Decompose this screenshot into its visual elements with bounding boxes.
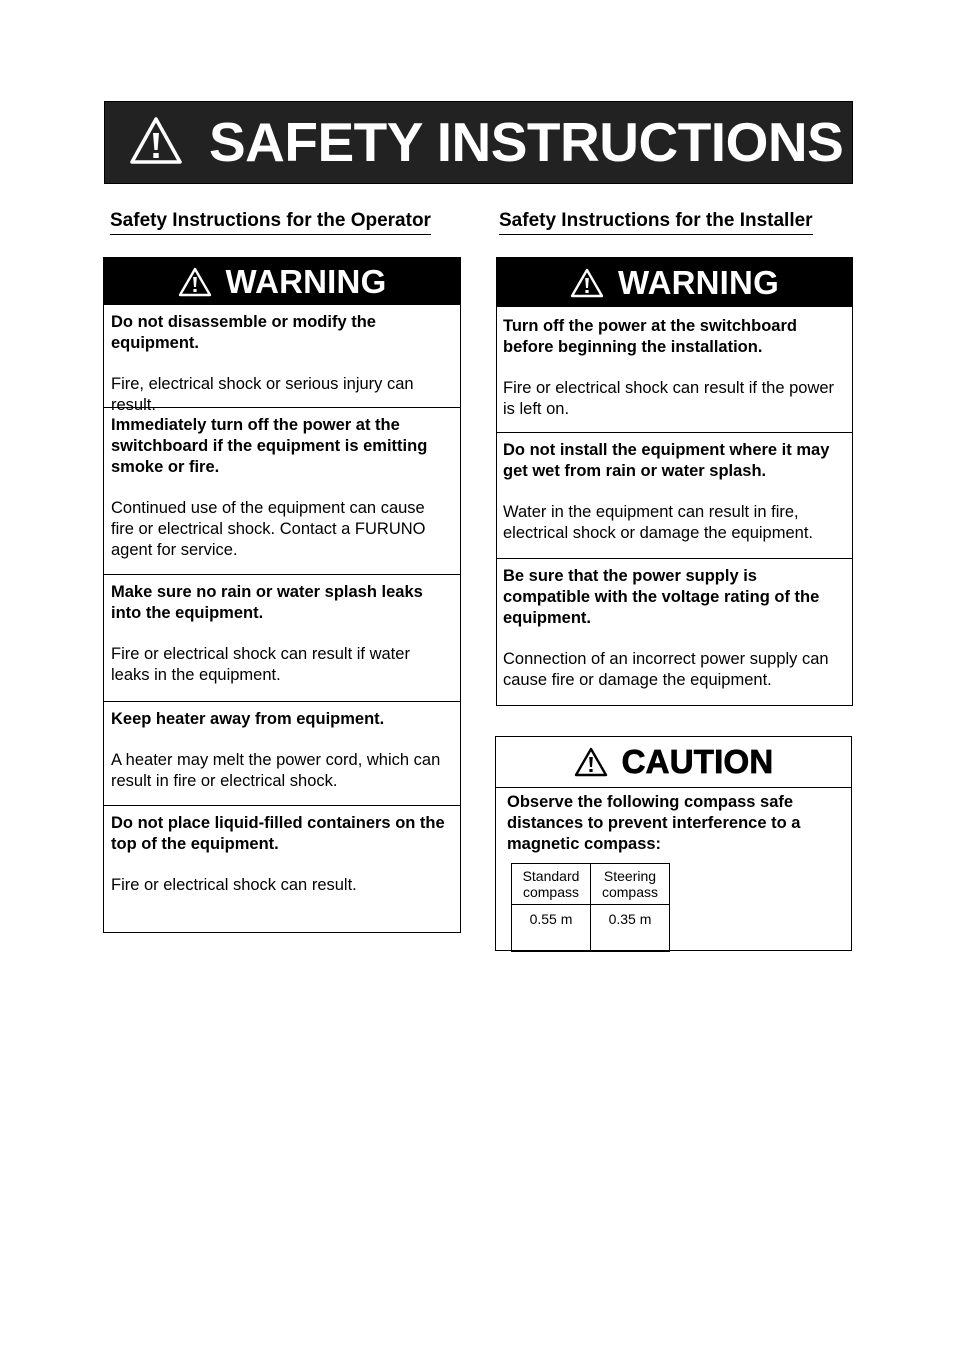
warning-label: WARNING [225, 262, 387, 300]
warning-item [497, 433, 852, 559]
caution-triangle-icon [574, 747, 608, 777]
installer-warning-panel [496, 257, 853, 706]
table-header-standard: Standard compass [512, 864, 591, 905]
warning-item-text: Fire or electrical shock can result if the power is left on. [503, 379, 835, 418]
installer-heading: Safety Instructions for the Installer [499, 209, 813, 235]
caution-body [496, 788, 851, 958]
caution-header [496, 737, 851, 788]
warning-item [104, 702, 460, 806]
warning-item-title: Make sure no rain or water splash leaks into the equipment. [111, 583, 423, 622]
warning-item-text: Connection of an incorrect power supply can cause fire or damage the equipment. [503, 650, 829, 689]
caution-text: Observe the following compass safe distances to prevent interference to a magnetic compass: [507, 793, 801, 853]
warning-item-title: Do not place liquid-filled containers on the top of the equipment. [111, 814, 445, 853]
warning-item-title: Turn off the power at the switchboard before beginning the installation. [503, 317, 797, 356]
title-banner [104, 101, 853, 184]
warning-item-text: Water in the equipment can result in fire, electrical shock or damage the equipment. [503, 503, 814, 542]
warning-label: WARNING [618, 263, 779, 301]
warning-item-text: Fire or electrical shock can result if water leaks in the equipment. [111, 645, 410, 684]
warning-item [104, 408, 460, 575]
operator-warning-panel [103, 257, 461, 933]
warning-item [104, 806, 460, 906]
warning-item [104, 575, 460, 702]
warning-item-title: Do not disassemble or modify the equipment. [111, 313, 376, 352]
table-header-steering: Steering compass [591, 864, 670, 905]
warning-item-text: A heater may melt the power cord, which can result in fire or electrical shock. [111, 751, 441, 790]
warning-item-title: Keep heater away from equipment. [111, 710, 385, 728]
operator-heading: Safety Instructions for the Operator [110, 209, 431, 235]
warning-item [497, 559, 852, 701]
warning-header [104, 258, 460, 305]
compass-distance-table [511, 863, 670, 952]
caution-panel [495, 736, 852, 951]
warning-item-title: Immediately turn off the power at the switchboard if the equipment is emitting smoke or fire. [111, 416, 428, 476]
table-cell-standard-value: 0.55 m [512, 905, 591, 952]
warning-triangle-icon [178, 267, 212, 297]
warning-item-text: Fire or electrical shock can result. [111, 876, 357, 894]
warning-item [497, 307, 852, 433]
page-title: SAFETY INSTRUCTIONS [209, 111, 844, 173]
warning-item-text: Continued use of the equipment can cause fire or electrical shock. Contact a FURUNO agent for service. [111, 499, 426, 559]
warning-item [104, 305, 460, 414]
warning-item-text: Fire, electrical shock or serious injury can result. [111, 375, 414, 414]
warning-triangle-icon [570, 268, 604, 298]
warning-item-title: Be sure that the power supply is compatible with the voltage rating of the equipment. [503, 567, 820, 627]
warning-triangle-icon [129, 116, 183, 166]
table-cell-steering-value: 0.35 m [591, 905, 670, 952]
warning-item-title: Do not install the equipment where it may get wet from rain or water splash. [503, 441, 830, 480]
caution-label: CAUTION [621, 743, 774, 780]
warning-header [497, 258, 852, 307]
